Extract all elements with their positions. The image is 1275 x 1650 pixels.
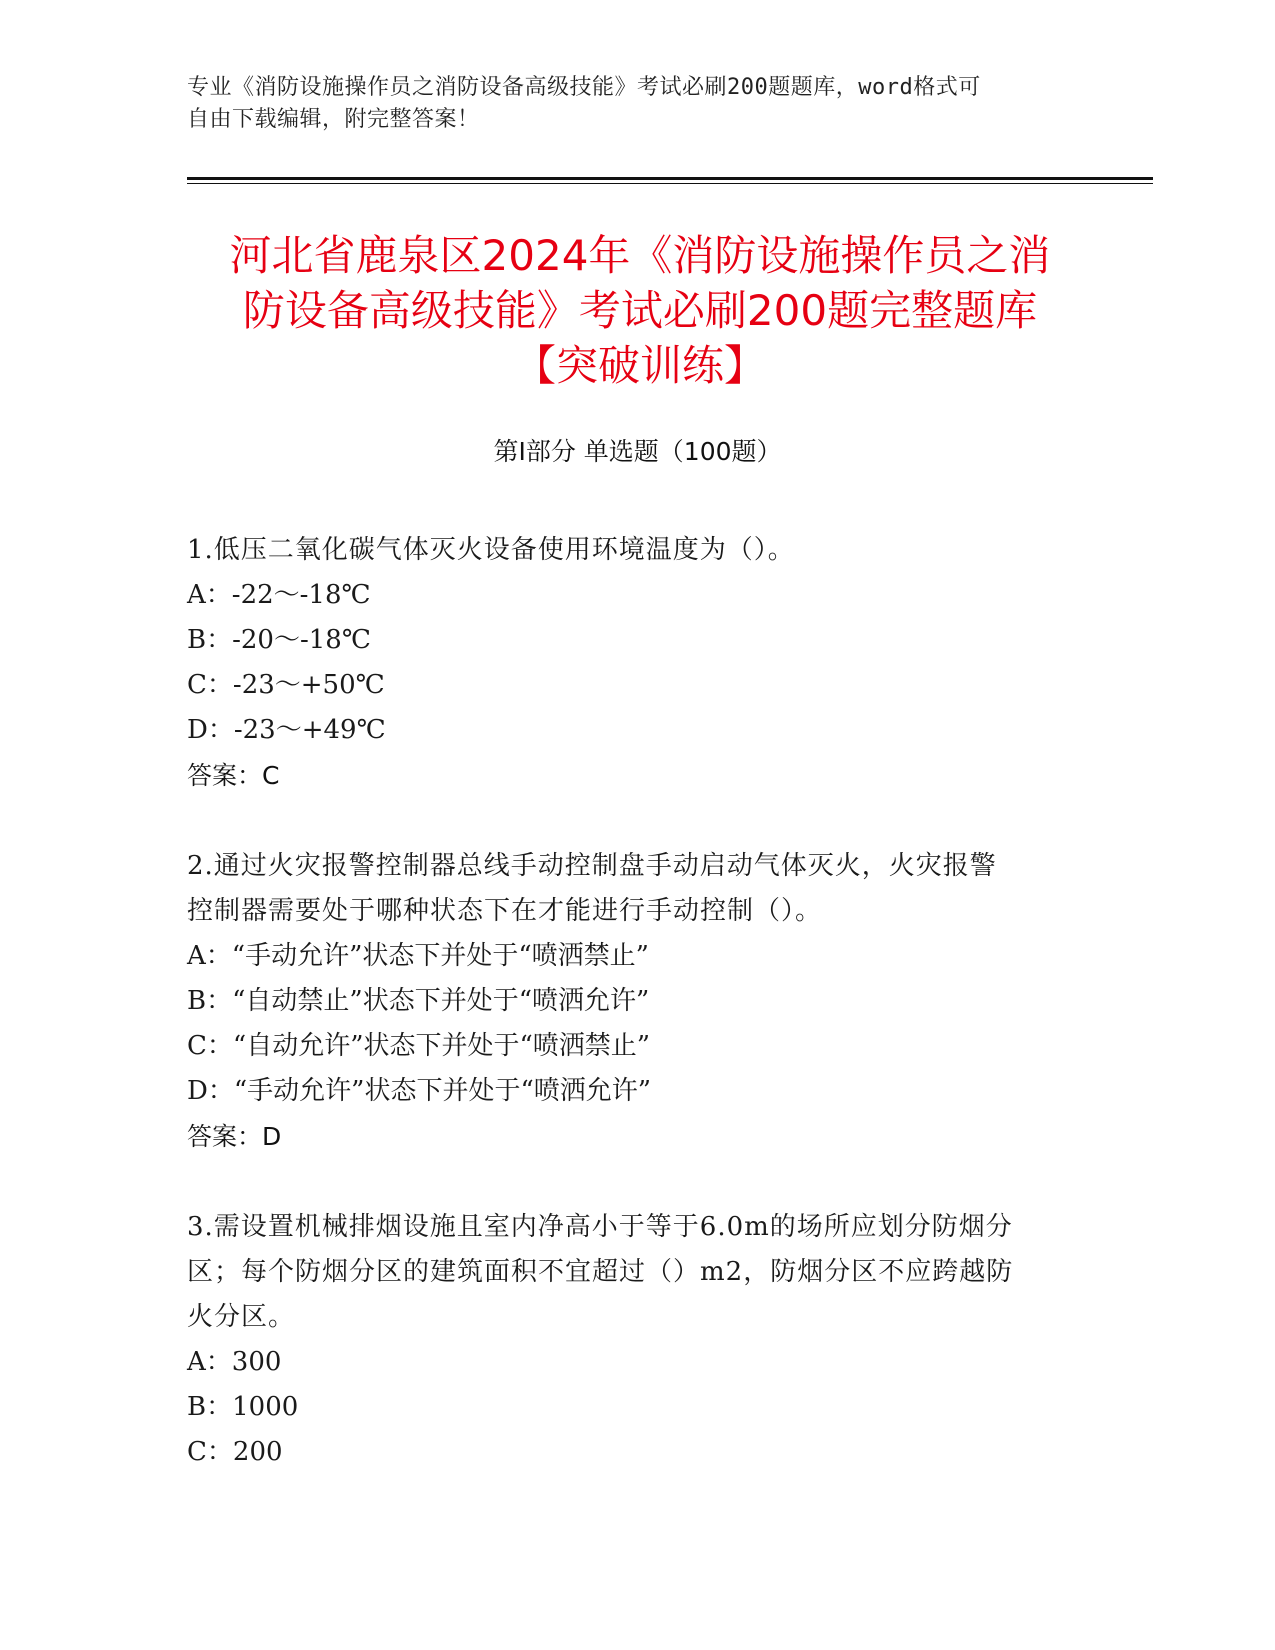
header-note-line-1: 专业《消防设施操作员之消防设备高级技能》考试必刷200题题库，word格式可 [187, 75, 981, 100]
question-stem: 控制器需要处于哪种状态下在才能进行手动控制（）。 [187, 896, 823, 926]
option-key: C： [187, 670, 233, 700]
answer-label: 答案：C [187, 761, 280, 790]
option-key: B： [187, 1392, 233, 1422]
option-text: -23～+50℃ [232, 670, 385, 700]
question-stem: 2.通过火灾报警控制器总线手动控制盘手动启动气体灭火，火灾报警 [187, 851, 997, 881]
option-text: -20～-18℃ [232, 625, 371, 655]
question-stem: 3.需设置机械排烟设施且室内净高小于等于6.0m的场所应划分防烟分 [187, 1212, 1013, 1242]
option-b [187, 618, 1087, 663]
option-key: A： [187, 580, 232, 610]
option-text: 300 [231, 1347, 282, 1377]
option-key: B： [187, 625, 233, 655]
option-text: 1000 [232, 1392, 299, 1422]
question-item [187, 844, 1087, 1159]
option-b [187, 1385, 1087, 1430]
question-stem: 火分区。 [187, 1302, 296, 1332]
document-title-line-2: 防设备高级技能》考试必刷200题完整题库 [242, 286, 1038, 335]
option-key: A： [187, 1347, 232, 1377]
header-divider-thick [187, 177, 1153, 180]
option-text: “手动允许”状态下并处于“喷洒允许” [233, 1076, 652, 1106]
header-note [187, 72, 1067, 136]
option-a [187, 573, 1087, 618]
option-text: “手动允许”状态下并处于“喷洒禁止” [231, 941, 649, 971]
question-item [187, 528, 1087, 798]
option-c [187, 663, 1087, 708]
document-title-line-1: 河北省鹿泉区2024年《消防设施操作员之消 [229, 231, 1051, 280]
question-stem: 1.低压二氧化碳气体灭火设备使用环境温度为（）。 [187, 535, 795, 565]
option-a [187, 1340, 1087, 1385]
option-d [187, 1069, 1087, 1114]
question-item [187, 1205, 1087, 1475]
option-key: D： [187, 1076, 234, 1106]
option-c [187, 1024, 1087, 1069]
document-title [150, 228, 1130, 393]
option-text: 200 [232, 1437, 283, 1467]
option-key: C： [187, 1437, 233, 1467]
answer-label: 答案：D [187, 1122, 282, 1151]
header-note-line-2: 自由下载编辑，附完整答案！ [187, 107, 480, 132]
question-stem: 区；每个防烟分区的建筑面积不宜超过（）m2，防烟分区不应跨越防 [187, 1257, 1014, 1287]
option-key: A： [187, 941, 232, 971]
option-key: B： [187, 986, 233, 1016]
option-b [187, 979, 1087, 1024]
option-c [187, 1430, 1087, 1475]
option-key: C： [187, 1031, 233, 1061]
option-text: -23～+49℃ [233, 715, 386, 745]
document-title-line-3: 【突破训练】 [513, 341, 766, 390]
header-divider-thin [187, 183, 1153, 184]
option-text: “自动禁止”状态下并处于“喷洒允许” [232, 986, 650, 1016]
question-list [187, 528, 1087, 1521]
option-text: -22～-18℃ [231, 580, 371, 610]
option-text: “自动允许”状态下并处于“喷洒禁止” [232, 1031, 651, 1061]
section-title: 第Ⅰ部分 单选题（100题） [493, 437, 782, 466]
option-a [187, 934, 1087, 979]
option-d [187, 708, 1087, 753]
option-key: D： [187, 715, 234, 745]
